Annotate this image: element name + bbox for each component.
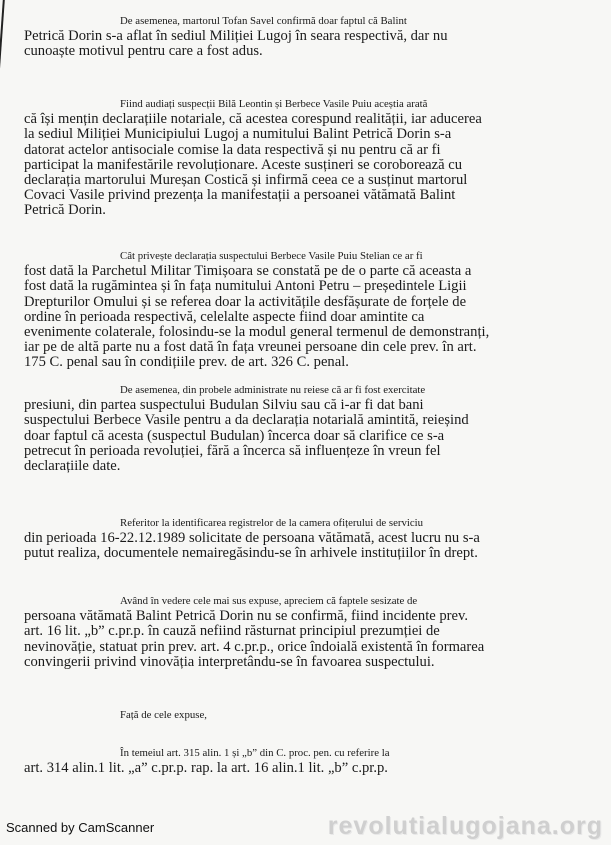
paragraph-fata-de-cele-expuse: [24, 708, 592, 723]
text-line: din perioada 16-22.12.1989 solicitate de persoana vătămată, acest lucru nu s-a: [24, 530, 480, 547]
text-line: participat la manifestările revoluționare. Aceste susțineri se coroborează cu: [24, 156, 463, 173]
text-line: fost dată la rugămintea și în fața numitului Antoni Petru – președintele Ligii: [24, 278, 467, 295]
paragraph-probe-presiuni: [24, 383, 592, 474]
text-line: Având în vedere cele mai sus expuse, apreciem că faptele sesizate de: [120, 595, 418, 607]
text-line: la sediul Miliției Municipiului Lugoj a numitului Balint Petrică Dorin s-a: [24, 126, 452, 143]
paragraph-audiere-suspecti: [24, 97, 592, 219]
text-line: Petrică Dorin.: [24, 202, 106, 219]
site-watermark: revolutialugojana.org: [327, 812, 603, 840]
text-line: art. 314 alin.1 lit. „a” c.pr.p. rap. la art. 16 alin.1 lit. „b” c.pr.p.: [24, 760, 388, 777]
text-line: art. 16 lit. „b” c.pr.p. în cauză nefiind răsturnat principiul prezumției de: [24, 623, 440, 640]
text-line: petrecut în perioada revoluției, fără a încerca să influențeze în vreun fel: [24, 442, 441, 459]
text-line: iar pe de altă parte nu a fost dată în fața vreunei persoane din cele prev. în art.: [24, 339, 477, 356]
text-line: De asemenea, martorul Tofan Savel confirmă doar faptul că Balint: [120, 15, 407, 27]
text-line: fost dată la Parchetul Militar Timișoara se constată pe de o parte că aceasta a: [24, 263, 472, 280]
text-line: convingerii privind vinovăția interpretându-se în favoarea suspectului.: [24, 653, 435, 670]
text-line: ordine în perioada respectivă, celelalte aspecte fiind doar amintite ca: [24, 308, 425, 325]
paragraph-declaratia-berbece: [24, 249, 592, 371]
text-line: declarațiile date.: [24, 458, 121, 475]
text-line: 175 C. penal sau în condițiile prev. de art. 326 C. penal.: [24, 354, 349, 371]
text-line: declarația martorului Mureșan Costică și infirmă ceea ce a susținut martorul: [24, 172, 468, 189]
text-line: putut realiza, documentele nemairegăsindu-se în arhivele instituțiilor în drept.: [24, 545, 478, 562]
text-line: evenimente colaterale, folosindu-se la modul general termenul de demonstranți,: [24, 324, 490, 341]
text-line: Covaci Vasile privind prezența la manifestații a persoanei vătămată Balint: [24, 187, 456, 204]
text-line: suspectului Berbece Vasile pentru a da declarația notarială amintită, reieșind: [24, 412, 469, 429]
text-line: Petrică Dorin s-a aflat în sediul Miliției Lugoj în seara respectivă, dar nu: [24, 28, 448, 45]
text-line: cunoaște motivul pentru care a fost adus.: [24, 43, 263, 60]
text-line: Fiind audiați suspecții Bilă Leontin și Berbece Vasile Puiu aceștia arată: [120, 98, 428, 110]
paragraph-temei-legal: [24, 746, 592, 776]
text-line: că își mențin declarațiile notariale, că acestea corespund realității, iar aducerea: [24, 111, 482, 128]
text-line: În temeiul art. 315 alin. 1 și „b” din C. proc. pen. cu referire la: [120, 747, 390, 759]
text-line: presiuni, din partea suspectului Budulan Silviu sau că i-ar fi dat bani: [24, 397, 424, 414]
scanner-label: Scanned by CamScanner: [6, 820, 155, 835]
text-line: doar faptul că acesta (suspectul Budulan) încerca doar să clarifice ce s-a: [24, 427, 445, 444]
text-line: Cât privește declarația suspectului Berbece Vasile Puiu Stelian ce ar fi: [120, 250, 423, 262]
text-line: Referitor la identificarea registrelor de la camera ofițerului de serviciu: [120, 517, 424, 529]
text-line: Față de cele expuse,: [120, 709, 207, 721]
scan-edge-mark: [0, 0, 11, 80]
text-line: persoana vătămată Balint Petrică Dorin nu se confirmă, fiind incidente prev.: [24, 608, 469, 625]
paragraph-concluzie: [24, 594, 592, 670]
paragraph-martor-tofan: [24, 14, 592, 60]
text-line: datorat actelor antisociale comise la data respectivă și nu pentru că ar fi: [24, 141, 441, 158]
text-line: Drepturilor Omului și se referea doar la activitățile desfășurate de forțele de: [24, 293, 467, 310]
paragraph-registre-ofiter: [24, 516, 592, 562]
text-line: nevinovăție, statuat prin prev. art. 4 c.pr.p., orice îndoială existentă în formarea: [24, 638, 485, 655]
text-line: De asemenea, din probele administrate nu reiese că ar fi fost exercitate: [120, 384, 426, 396]
